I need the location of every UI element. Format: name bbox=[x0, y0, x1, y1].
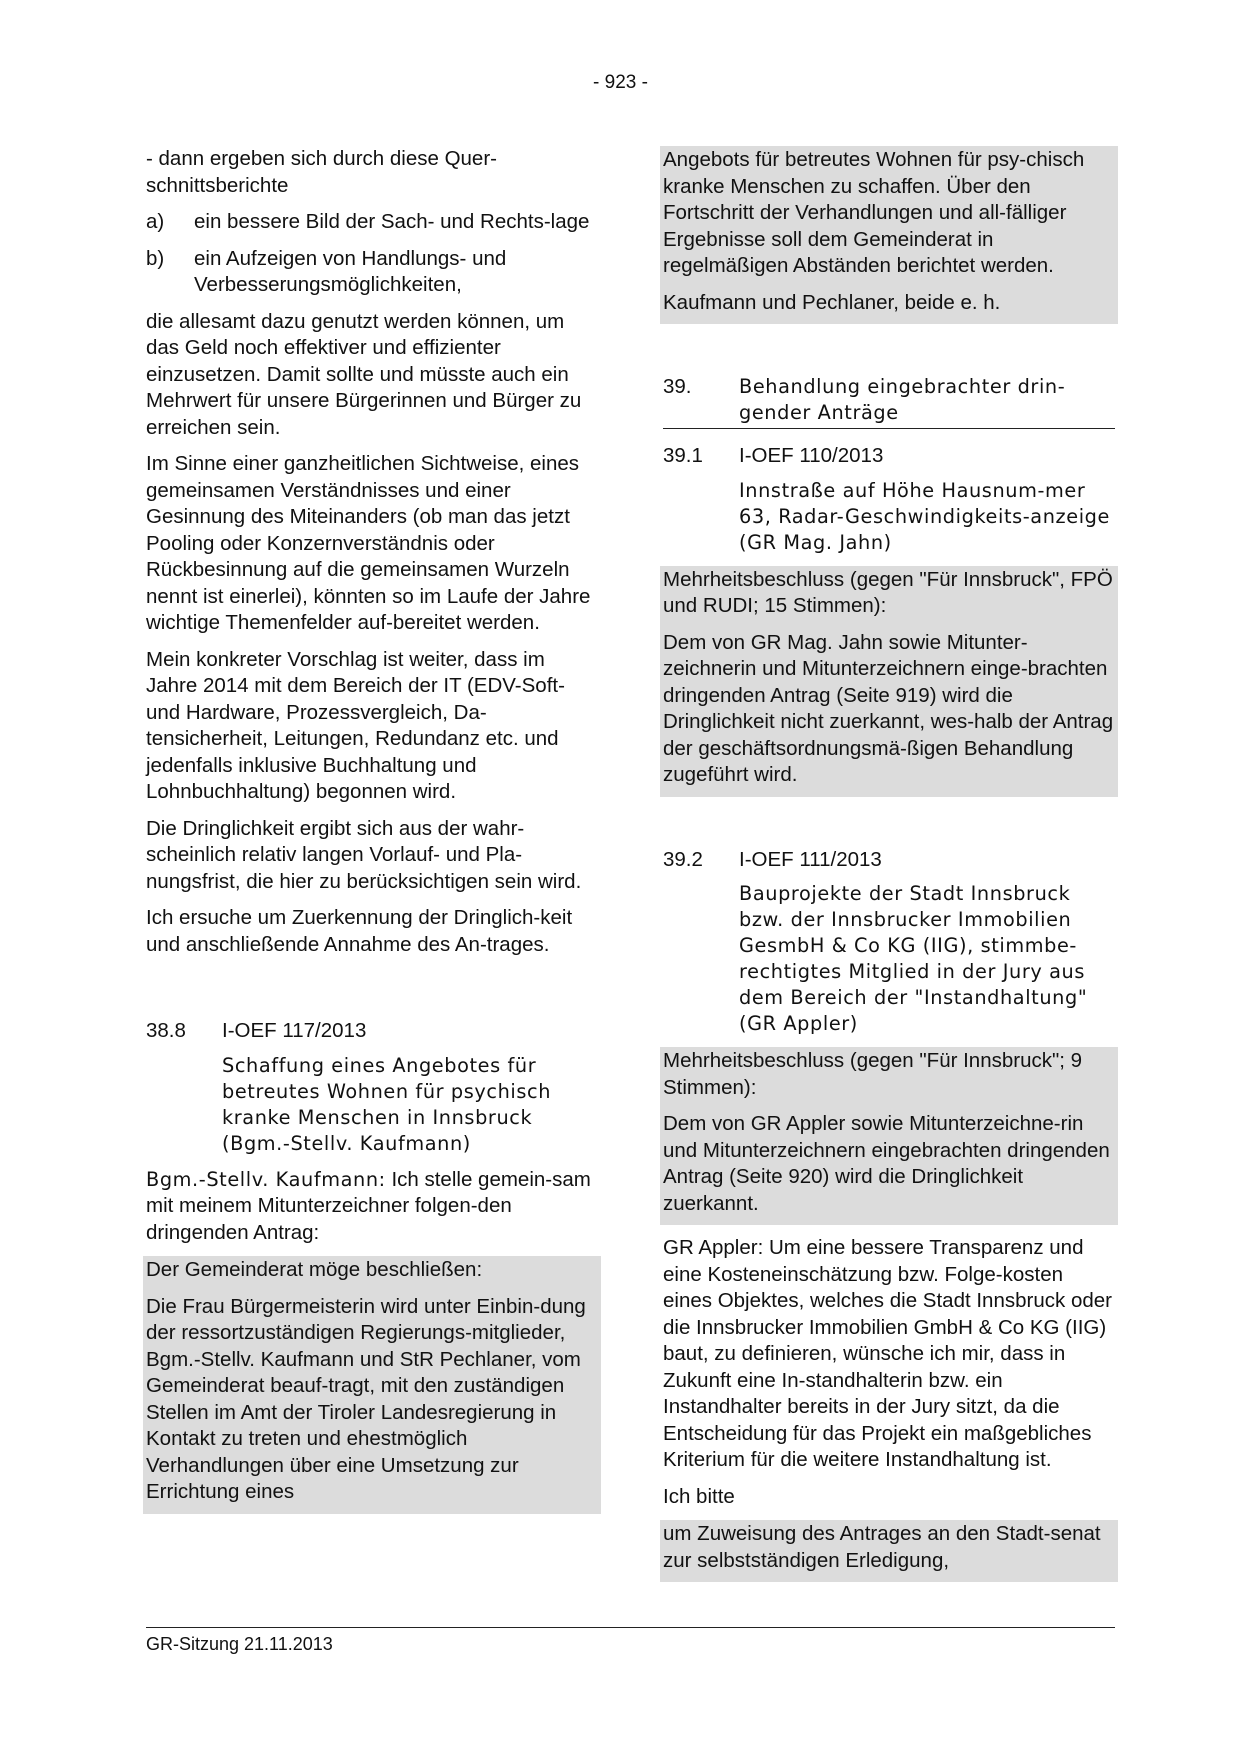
paragraph: Im Sinne einer ganzheitlichen Sichtweise, eines gemeinsamen Verständnisses und einer Gesinnung des Miteinanders (ob man das jetzt Pooling oder Konzernverständnis oder Rückbesinnung auf die gemeinsamen Wurzeln nennt ist einerlei), könnten so im Laufe der Jahre wichtige Themenfelder auf-bereitet werden. bbox=[146, 452, 591, 634]
paragraph: Die Dringlichkeit ergibt sich aus der wahr-scheinlich relativ langen Vorlauf- und Pla-nungsfrist, die hier zu berücksichtigen sein wird. bbox=[146, 816, 582, 893]
decision-block bbox=[660, 566, 1118, 797]
speech-text: Um eine bessere Transparenz und eine Kosteneinschätzung bzw. Folge-kosten eines Objektes, welches die Stadt Innsbruck oder die Innsbrucker Immobilien GmbH & Co KG (IIG) baut, zu definieren, wünsche ich mir, dass in Zukunft eine In-standhalterin bzw. ein Instandhalter bereits in der Jury sitzt, da die Entscheidung für das Projekt ein maßgebliches Kriterium für die weitere Instandhaltung ist. bbox=[663, 1236, 1112, 1471]
section-number: 39.1 bbox=[663, 444, 703, 467]
footer-divider bbox=[146, 1627, 1115, 1628]
speaker-name: GR Appler: bbox=[663, 1236, 764, 1259]
motion-continued-block bbox=[660, 146, 1118, 324]
list-text: ein Aufzeigen von Handlungs- und Verbesserungsmöglichkeiten, bbox=[194, 246, 507, 296]
request: Ich bitte bbox=[663, 1484, 735, 1508]
list-item-a bbox=[146, 209, 598, 236]
motion-intro: Der Gemeinderat möge beschließen: bbox=[146, 1258, 483, 1281]
decision-text: Dem von GR Mag. Jahn sowie Mitunter-zeichnerin und Mitunterzeichnern einge-brachten dringenden Antrag (Seite 919) wird die Dringlichkeit nicht zuerkannt, wes-halb der Antrag der geschäftsordnungsmä-ßigen Behandlung zugeführt wird. bbox=[663, 630, 1114, 786]
section-title: Behandlung eingebrachter drin-gender Anträge bbox=[739, 375, 1066, 424]
section-title: Bauprojekte der Stadt Innsbruck bzw. der Innsbrucker Immobilien GesmbH & Co KG (IIG), stimmbe-rechtigtes Mitglied in der Jury aus dem Bereich der "Instandhaltung" (GR Appler) bbox=[739, 882, 1088, 1035]
section-39-heading bbox=[663, 374, 1115, 429]
list-item-b bbox=[146, 246, 598, 299]
decision-block bbox=[660, 1047, 1118, 1225]
left-column bbox=[146, 146, 598, 1514]
section-id: I-OEF 111/2013 bbox=[739, 847, 882, 871]
motion-signers: Kaufmann und Pechlaner, beide e. h. bbox=[663, 290, 1001, 314]
decision: Mehrheitsbeschluss (gegen "Für Innsbruck"; 9 Stimmen): bbox=[663, 1049, 1083, 1099]
section-38-8-heading bbox=[146, 1018, 598, 1045]
section-39-2-heading bbox=[663, 847, 1115, 874]
list-marker: b) bbox=[146, 246, 165, 270]
intro-text: - dann ergeben sich durch diese Quer-schnittsberichte bbox=[146, 147, 497, 197]
section-title: Innstraße auf Höhe Hausnum-mer 63, Radar-Geschwindigkeits-anzeige (GR Mag. Jahn) bbox=[739, 478, 1110, 554]
section-number: 39.2 bbox=[663, 847, 703, 871]
motion-block bbox=[143, 1256, 601, 1514]
motion-text: Die Frau Bürgermeisterin wird unter Einbin-dung der ressortzuständigen Regierungs-mitglieder, Bgm.-Stellv. Kaufmann und StR Pechlaner, vom Gemeinderat beauf-tragt, mit den zuständigen Stellen im Amt der Tiroler Landesregierung in Kontakt zu treten und ehestmöglich Verhandlungen über eine Umsetzung zur Errichtung eines bbox=[146, 1294, 586, 1503]
section-id: I-OEF 110/2013 bbox=[739, 444, 884, 467]
footer: GR-Sitzung 21.11.2013 bbox=[146, 1634, 333, 1654]
section-id: I-OEF 117/2013 bbox=[222, 1019, 367, 1042]
page-number: - 923 - bbox=[593, 72, 648, 93]
section-39-1-heading bbox=[663, 443, 1115, 470]
list-marker: a) bbox=[146, 210, 165, 233]
motion-continued: Angebots für betreutes Wohnen für psy-chisch kranke Menschen zu schaffen. Über den Fortschritt der Verhandlungen und all-fälliger Ergebnisse soll dem Gemeinderat in regelmäßigen Abständen berichtet werden. bbox=[663, 148, 1085, 277]
right-column bbox=[663, 146, 1115, 1582]
section-number: 38.8 bbox=[146, 1019, 186, 1042]
speech bbox=[146, 1167, 598, 1247]
section-title: Schaffung eines Angebotes für betreutes Wohnen für psychisch kranke Menschen in Innsbruck (Bgm.-Stellv. Kaufmann) bbox=[222, 1053, 552, 1155]
speaker-name: Bgm.-Stellv. Kaufmann: bbox=[146, 1167, 386, 1191]
decision: Mehrheitsbeschluss (gegen "Für Innsbruck", FPÖ und RUDI; 15 Stimmen): bbox=[663, 567, 1113, 617]
request-block bbox=[660, 1520, 1118, 1582]
speech bbox=[663, 1235, 1115, 1474]
speech-text: Ich stelle gemein-sam mit meinem Mitunterzeichner folgen-den dringenden Antrag: bbox=[146, 1167, 591, 1244]
section-number: 39. bbox=[663, 375, 692, 398]
paragraph: die allesamt dazu genutzt werden können, um das Geld noch effektiver und effizienter einzusetzen. Damit sollte und müsste auch ein Mehrwert für unsere Bürgerinnen und Bürger zu erreichen sein. bbox=[146, 309, 582, 439]
list-text: ein bessere Bild der Sach- und Rechts-lage bbox=[194, 210, 590, 233]
decision-text: Dem von GR Appler sowie Mitunterzeichne-rin und Mitunterzeichnern eingebrachten dringenden Antrag (Seite 920) wird die Dringlichkeit zuerkannt. bbox=[663, 1112, 1110, 1215]
request-text: um Zuweisung des Antrages an den Stadt-senat zur selbstständigen Erledigung, bbox=[663, 1522, 1101, 1572]
paragraph: Ich ersuche um Zuerkennung der Dringlich-keit und anschließende Annahme des An-trages. bbox=[146, 906, 573, 956]
paragraph: Mein konkreter Vorschlag ist weiter, dass im Jahre 2014 mit dem Bereich der IT (EDV-Soft- und Hardware, Prozessvergleich, Da-tensicherheit, Leitungen, Redundanz etc. und jedenfalls inklusive Buchhaltung und Lohnbuchhaltung) begonnen wird. bbox=[146, 647, 565, 803]
